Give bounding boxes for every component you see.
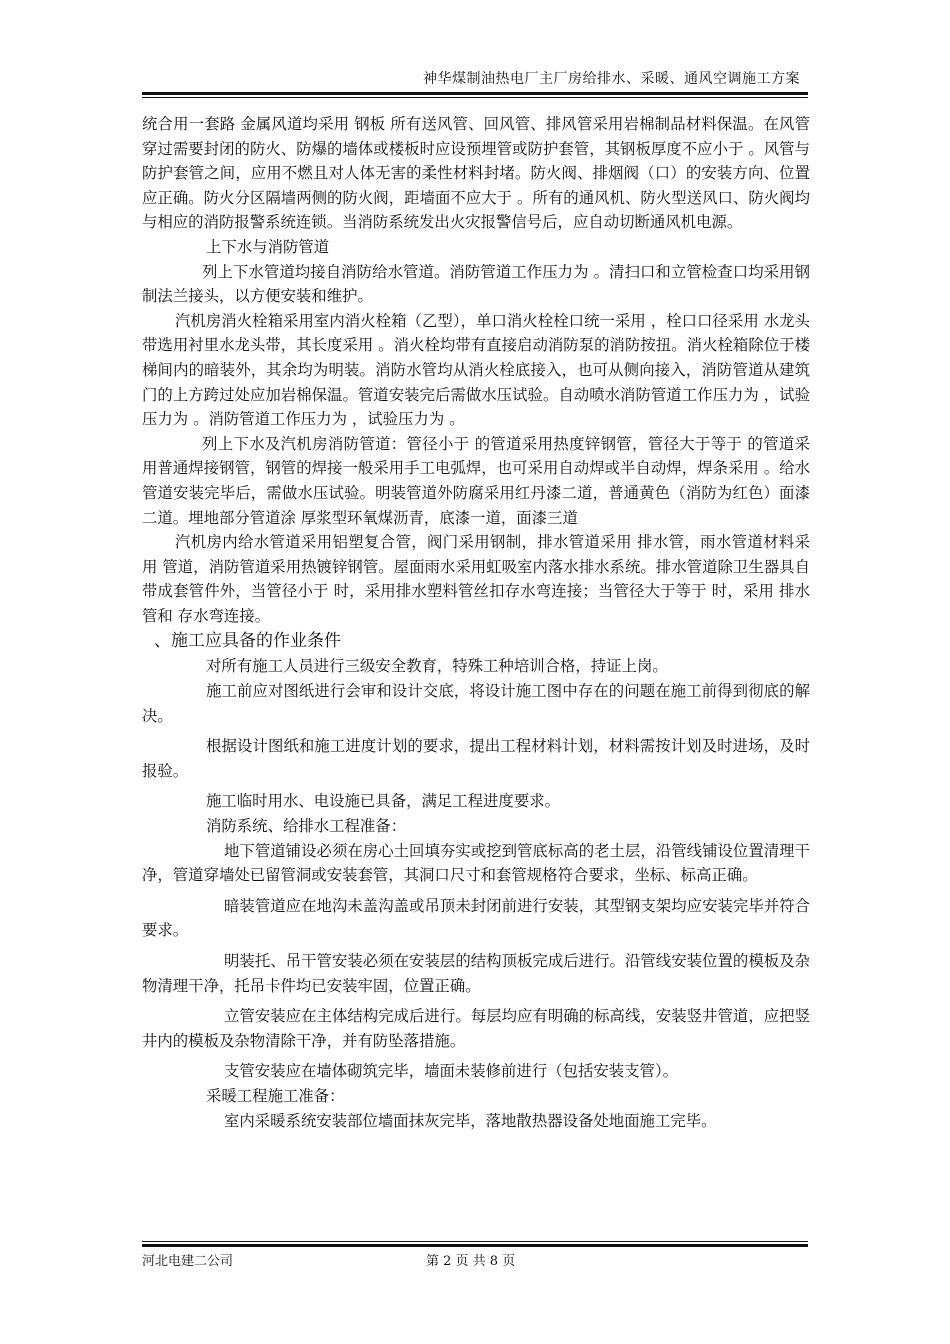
paragraph: 施工前应对图纸进行会审和设计交底，将设计施工图中存在的问题在施工前得到彻底的解决。 bbox=[142, 682, 810, 725]
paragraph: 明装托、吊干管安装必须在安装层的结构顶板完成后进行。沿管线安装位置的模板及杂物清理干净，托吊卡件均已安装牢固，位置正确。 bbox=[142, 952, 810, 995]
paragraph: 根据设计图纸和施工进度计划的要求，提出工程材料计划，材料需按计划及时进场，及时报验。 bbox=[142, 737, 810, 780]
document-body bbox=[142, 112, 810, 1133]
paragraph: 列上下水及汽机房消防管道：管径小于 的管道采用热度锌钢管，管径大于等于 的管道采用普通焊接钢管，钢管的焊接一般采用手工电弧焊，也可采用自动焊或半自动焊，焊条采用 。给水管道安装完毕后，需做水压试验。明装管道外防腐采用红丹漆二道，普通黄色（消防为红色）面漆二道。埋地部分管道涂 厚浆型环氧煤沥青，底漆一道，面漆三道 bbox=[142, 434, 810, 527]
paragraph: 地下管道铺设必须在房心土回填夯实或挖到管底标高的老土层，沿管线铺设位置清理干净，管道穿墙处已留管洞或安装套管，其洞口尺寸和套管规格符合要求，坐标、标高正确。 bbox=[142, 841, 810, 885]
paragraph: 暗装管道应在地沟未盖沟盖或吊顶未封闭前进行安装，其型钢支架均应安装完毕并符合要求。 bbox=[142, 896, 810, 940]
paragraph: 汽机房消火栓箱采用室内消火栓箱（乙型），单口消火栓栓口统一采用 ，栓口口径采用 水龙头带选用衬里水龙头带，其长度采用 。消火栓均带有直接启动消防泵的消防按扭。消火栓箱除位于楼梯间内的暗装外，其余均为明装。消防水管均从消火栓底接入，也可从侧向接入，消防管道从建筑门的上方跨过处应加岩棉保温。管道安装完后需做水压试验。自动喷水消防管道工作压力为 ，试验压力为 。消防管道工作压力为 ，试验压力为 。 bbox=[142, 311, 810, 429]
section-heading: 、施工应具备的作业条件 bbox=[154, 631, 341, 652]
header-title: 神华煤制油热电厂主厂房给排水、采暖、通风空调施工方案 bbox=[423, 71, 800, 87]
section-subheading: 消防系统、给排水工程准备： bbox=[206, 817, 407, 836]
footer-rule-thin bbox=[142, 1241, 808, 1242]
paragraph: 施工临时用水、电设施已具备，满足工程进度要求。 bbox=[206, 792, 560, 811]
header-rule-thin bbox=[142, 97, 808, 98]
footer-page-number: 第 2 页 共 8 页 bbox=[426, 1254, 516, 1269]
paragraph: 统合用一套路 金属风道均采用 钢板 所有送风管、回风管、排风管采用岩棉制品材料保温。在风管穿过需要封闭的防火、防爆的墙体或楼板时应设预埋管或防护套管，其钢板厚度不应小于 。风管与防护套管之间，应用不燃且对人体无害的柔性材料封堵。防火阀、排烟阀（口）的安装方向、位置应正确。防火分区隔墙两侧的防火阀，距墙面不应大于 。所有的通风机、防火型送风口、防火阀均与相应的消防报警系统连锁。当消防系统发出火灾报警信号后，应自动切断通风机电源。 bbox=[142, 115, 810, 232]
footer-rule-thick bbox=[142, 1244, 808, 1247]
paragraph: 对所有施工人员进行三级安全教育，特殊工种培训合格，持证上岗。 bbox=[206, 657, 668, 676]
paragraph: 列上下水管道均接自消防给水管道。消防管道工作压力为 。清扫口和立管检查口均采用钢制法兰接头，以方便安装和维护。 bbox=[142, 262, 810, 306]
paragraph: 室内采暖系统安装部位墙面抹灰完毕，落地散热器设备处地面施工完毕。 bbox=[224, 1111, 717, 1130]
footer-company: 河北电建二公司 bbox=[142, 1254, 234, 1269]
paragraph: 汽机房内给水管道采用铝塑复合管，阀门采用钢制，排水管道采用 排水管，雨水管道材料采用 管道，消防管道采用热镀锌钢管。屋面雨水采用虹吸室内落水排水系统。排水管道除卫生器具自带成套管件外，当管径小于 时，采用排水塑料管丝扣存水弯连接；当管径大于等于 时，采用 排水管和 存水弯连接。 bbox=[142, 533, 810, 625]
section-subheading: 采暖工程施工准备： bbox=[206, 1086, 345, 1105]
paragraph: 立管安装应在主体结构完成后进行。每层均应有明确的标高线，安装竖井管道，应把竖井内的模板及杂物清除干净，并有防坠落措施。 bbox=[142, 1007, 810, 1050]
section-subheading: 上下水与消防管道 bbox=[206, 237, 330, 256]
paragraph: 支管安装应在墙体砌筑完毕，墙面未装修前进行（包括安装支管）。 bbox=[224, 1062, 679, 1081]
header-rule-thick bbox=[142, 92, 808, 95]
